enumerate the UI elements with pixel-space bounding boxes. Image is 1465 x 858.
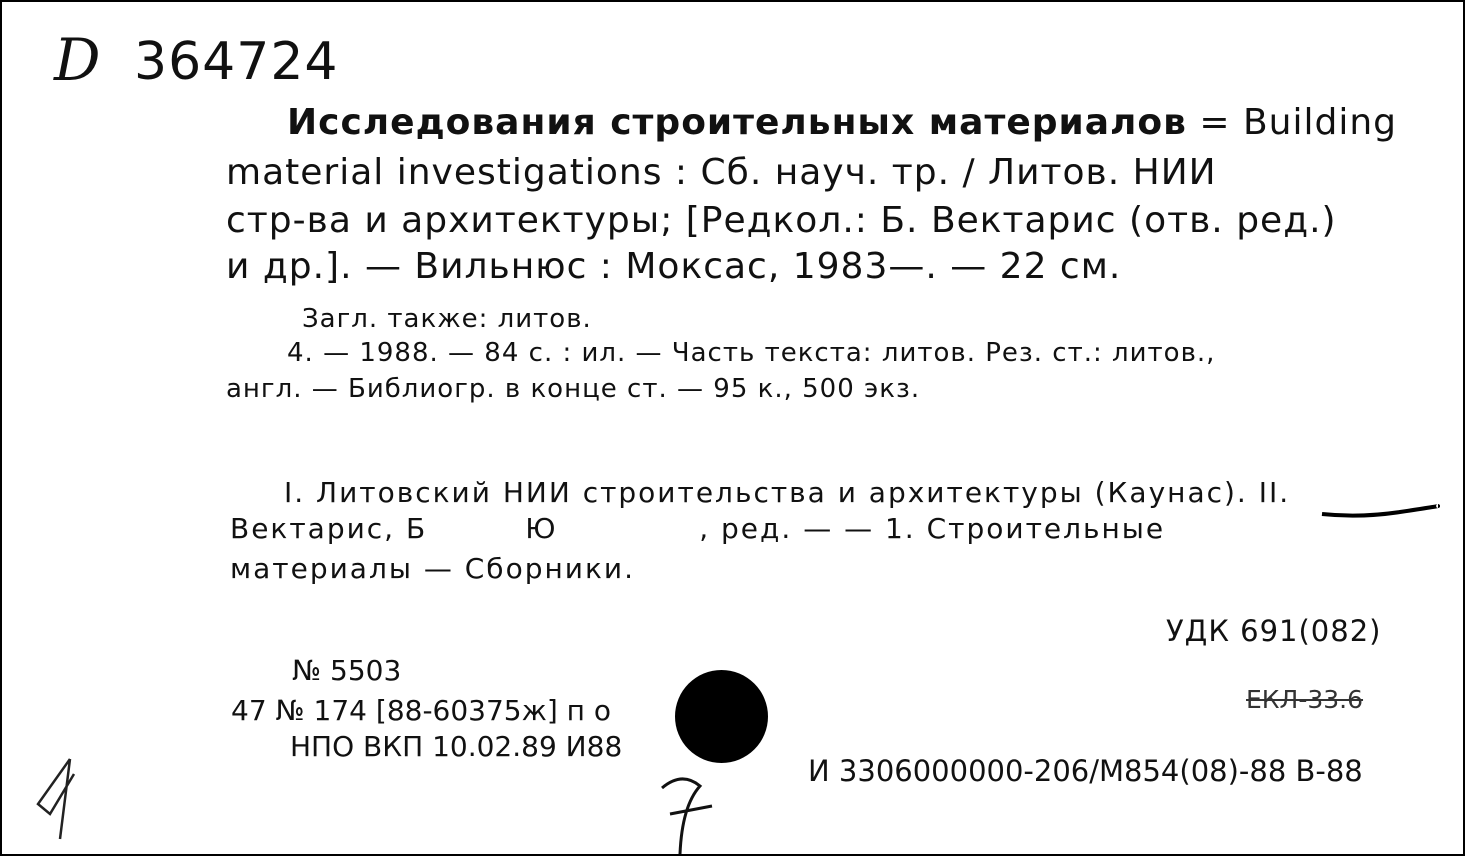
tracing-line-2: Вектарис, Б Ю , ред. — — 1. Строительные xyxy=(230,512,1166,545)
handwritten-mark-icon xyxy=(30,754,90,844)
udk-code: УДК 691(082) xyxy=(1166,614,1382,648)
note-line-3: англ. — Библиогр. в конце ст. — 95 к., 500 экз. xyxy=(226,374,921,404)
ekl-code: ЕКЛ-33.6 xyxy=(1246,685,1364,714)
tracing-line-3: материалы — Сборники. xyxy=(230,552,635,585)
title-bold: Исследования строительных материалов xyxy=(287,102,1187,143)
note-line-2: 4. — 1988. — 84 с. : ил. — Часть текста: литов. Рез. ст.: литов., xyxy=(287,338,1216,368)
note-line-1: Загл. также: литов. xyxy=(302,304,592,334)
tracing-line-1: I. Литовский НИИ строительства и архитектуры (Каунас). II. xyxy=(284,476,1291,509)
index-code: И 3306000000-206/М854(08)-88 В-88 xyxy=(808,754,1363,788)
punch-hole xyxy=(675,670,768,763)
handwritten-underline-icon xyxy=(1320,496,1440,520)
title-line-3: стр-ва и архитектуры; [Редкол.: Б. Вектарис (отв. ред.) xyxy=(226,200,1337,241)
title-line-4: и др.]. — Вильнюс : Моксас, 1983—. — 22 см. xyxy=(226,246,1122,287)
publisher-info: НПО ВКП 10.02.89 И88 xyxy=(290,730,623,763)
title-parallel: = Building xyxy=(1186,102,1398,143)
catalog-code-letter: D xyxy=(54,26,101,94)
order-number: № 5503 xyxy=(292,654,402,687)
print-info: 47 № 174 [88-60375ж] п о xyxy=(231,694,612,727)
catalog-code-number: 364724 xyxy=(134,32,339,92)
title-line-2: material investigations : Сб. науч. тр. / Литов. НИИ xyxy=(226,152,1217,193)
title-line-1 xyxy=(287,102,1397,143)
handwritten-number-icon xyxy=(652,766,722,858)
